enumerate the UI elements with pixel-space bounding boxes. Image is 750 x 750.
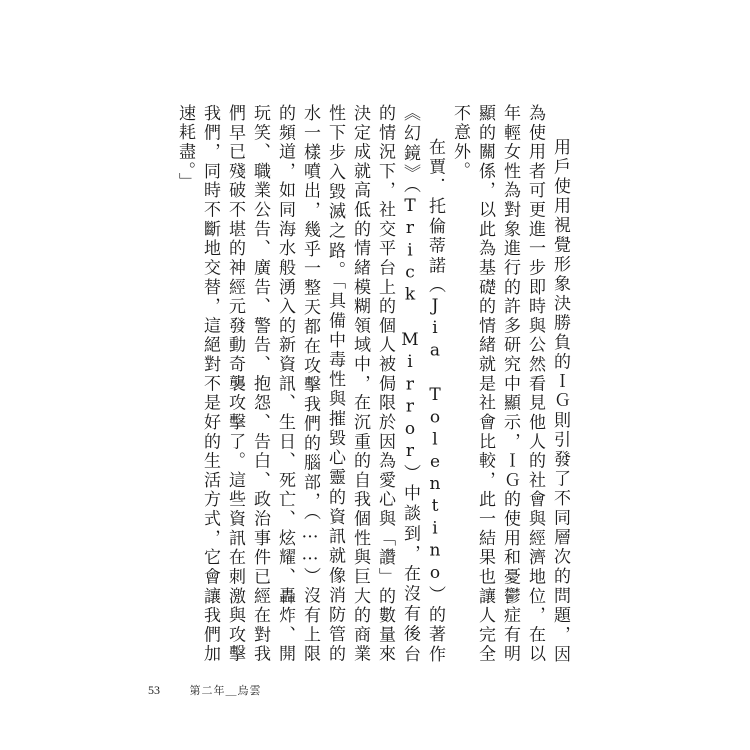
vertical-text-block xyxy=(175,104,572,664)
running-head: 第二年＿烏雲 xyxy=(189,684,262,697)
page-footer xyxy=(148,683,262,698)
page-number: 53 xyxy=(148,683,160,697)
paragraph-1: 用戶使用視覺形象決勝負的ＩＧ則引發了不同層次的問題，因為使用者可更進一步即時與公然看見他人的社會與經濟地位，在以年輕女性為對象進行的許多研究中顯示，ＩＧ的使用和憂鬱症有明顯的關係，以此為基礎的情緒就是社會比較，此一結果也讓人完全不意外。 xyxy=(450,104,570,664)
paragraph-2: 在賈．托倫蒂諾（Jia Tolentino）的著作《幻鏡》（Trick Mirror）中談到，在沒有後台的情況下，社交平台上的個人被侷限於因為愛心與「讚」的數量來決定成就高低的情緒模糊領域中，在沉重的自我個性與巨大的商業性下步入毀滅之路。「具備中毒性與摧毀心靈的資訊就像消防管的水一樣噴出，幾乎一整天都在攻擊我們的腦部，（……）沒有上限的頻道，如同海水般湧入的新資訊、生日、死亡、炫耀、轟炸、開玩笑、職業公告、廣告、警告、抱怨、告白、政治事件已經在對我們早已殘破不堪的神經元發動奇襲攻擊了。這些資訊在刺激與攻擊我們，同時不斷地交替，這絕對不是好的生活方式，它會讓我們加速耗盡。」 xyxy=(175,104,445,664)
